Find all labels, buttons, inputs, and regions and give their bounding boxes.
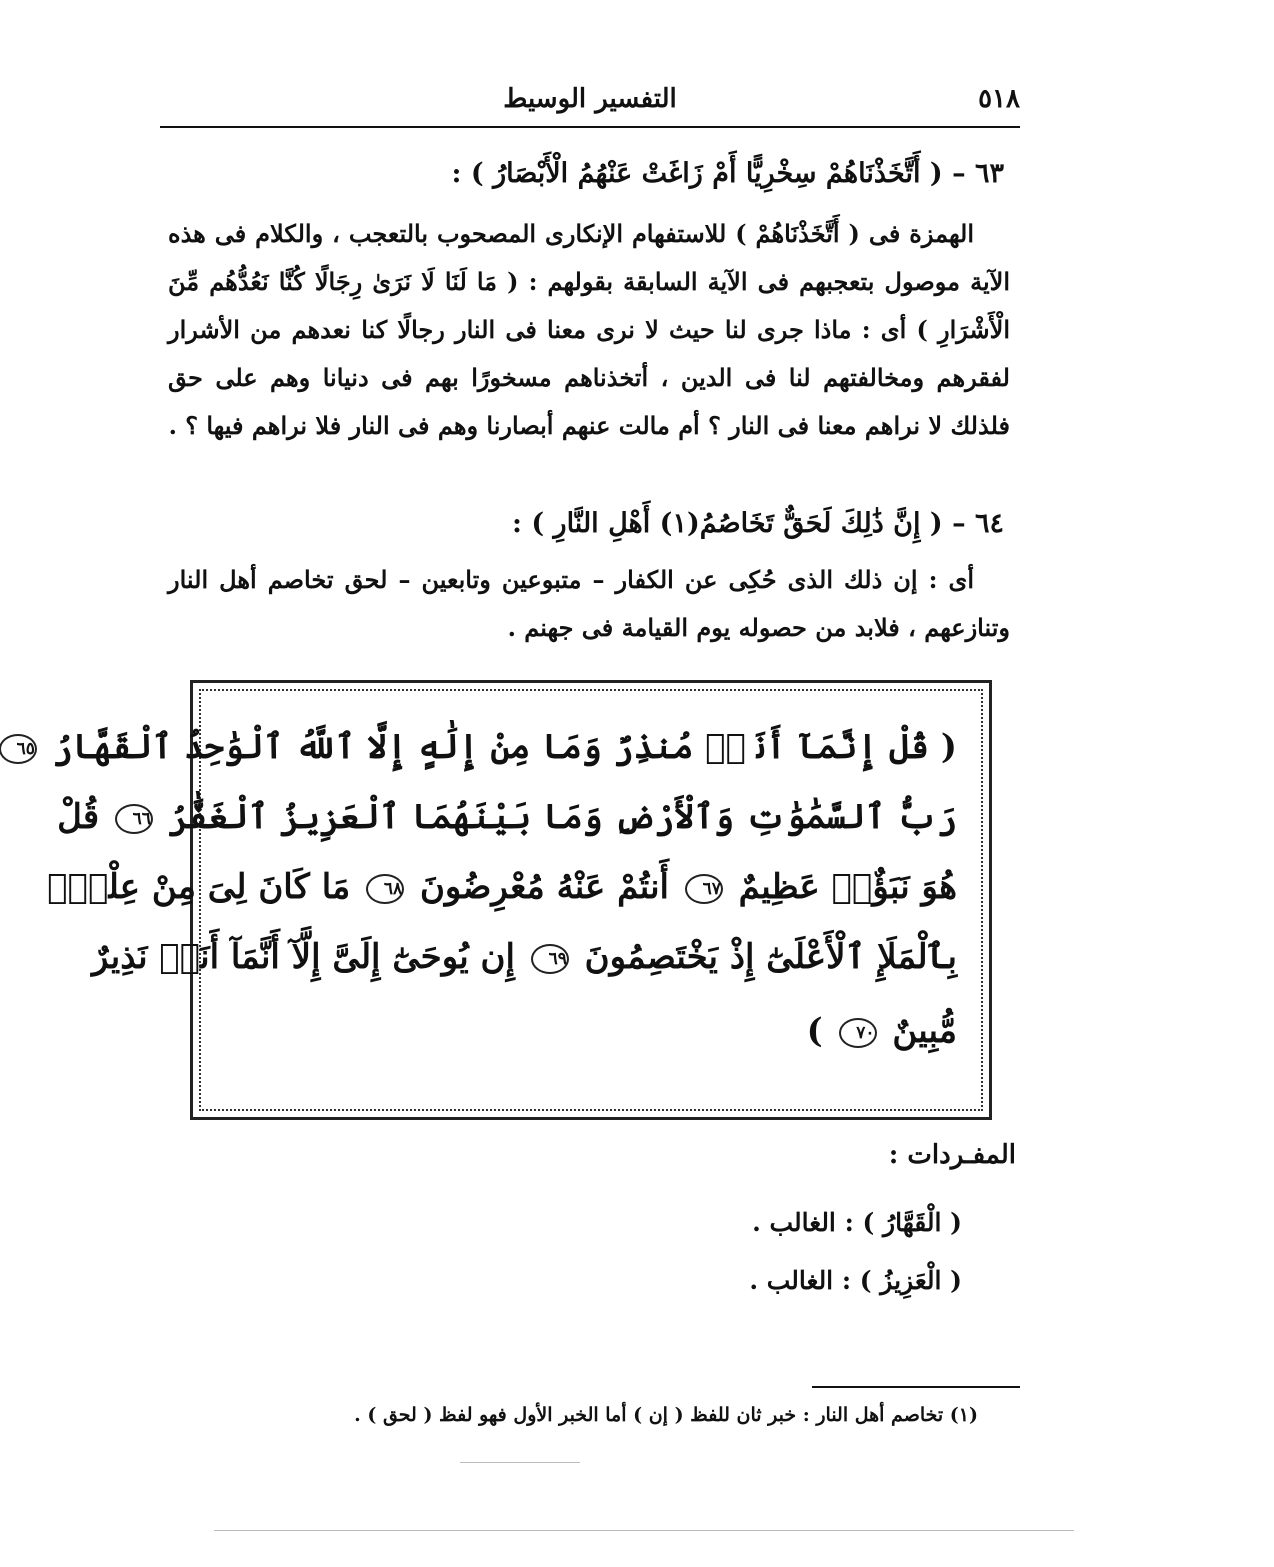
verse-64-commentary-text: أى : إن ذلك الذى حُكِى عن الكفار – متبوعين وتابعين – لحق تخاصم أهل النار وتنازعهم ، فلابد من حصوله يوم القيامة فى جهنم . (168, 565, 1010, 642)
quran-line-4-text: بِٱلْمَلَإِ ٱلْأَعْلَىٰٓ إِذْ يَخْتَصِمُونَ (584, 937, 957, 977)
ayah-number-marker: ٧٠ (839, 1018, 877, 1048)
quran-line-5 (217, 1001, 957, 1061)
ayah-number-marker: ٦٩ (531, 944, 569, 974)
quran-line-2-text: رَبُّ ٱلسَّمَٰوَٰتِ وَٱلْأَرْضِ وَمَا بَيْنَهُمَا ٱلْعَزِيزُ ٱلْغَفَّٰرُ (168, 797, 957, 837)
quran-verses-box (16, 680, 992, 1120)
quran-line-2-tail: قُلْ (57, 797, 100, 837)
page-number: ٥١٨ (978, 84, 1020, 114)
scan-artifact (214, 1530, 1074, 1531)
quran-line-5-tail: ) (806, 1011, 823, 1051)
ayah-number-marker: ٦٦ (115, 804, 153, 834)
vocabulary-item: ( الْعَزِيزُ ) : الغالب . (749, 1266, 962, 1295)
quran-line-3 (47, 857, 957, 917)
vocabulary-item: ( الْقَهَّارُ ) : الغالب . (752, 1208, 962, 1237)
quran-line-3-tail: مَا كَانَ لِىَ مِنْ عِلْمٍۭ (47, 867, 351, 907)
page-header (160, 78, 1020, 128)
quran-line-5-text: مُّبِينٌ (892, 1011, 957, 1051)
verse-64-commentary (168, 556, 1010, 652)
footnote-divider (812, 1386, 1020, 1388)
book-title: التفسير الوسيط (503, 84, 677, 114)
quran-line-3-text2: أَنتُمْ عَنْهُ مُعْرِضُونَ (419, 867, 669, 907)
footnote: (١) تخاصم أهل النار : خبر ثان للفظ ( إن ) أما الخبر الأول فهو لفظ ( لحق ) . (354, 1404, 978, 1426)
quran-line-1-text: ( قُلْ إِنَّمَآ أَنَا۠ مُنذِرٌ وَمَا مِنْ إِلَٰهٍ إِلَّا ٱللَّهُ ٱلْوَٰحِدُ ٱلْقَهَّارُ (52, 727, 957, 767)
quran-line-3-text: هُوَ نَبَؤٌا۟ عَظِيمٌ (738, 867, 957, 907)
verse-63-heading: ٦٣ – ( أَتَّخَذْنَاهُمْ سِخْرِيًّا أَمْ زَاغَتْ عَنْهُمُ الْأَبْصَارُ ) : (451, 158, 1004, 189)
verse-63-commentary-text: الهمزة فى ( أَتَّخَذْنَاهُمْ ) للاستفهام الإنكارى المصحوب بالتعجب ، والكلام فى هذه الآية موصول بتعجبهم فى الآية السابقة بقولهم : ( مَا لَنَا لَا نَرَىٰ رِجَالًا كُنَّا نَعُدُّهُم مِّنَ الْأَشْرَارِ ) أى : ماذا جرى لنا حيث لا نرى معنا فى النار رجالًا كنا نعدهم من الأشرار لفقرهم ومخالفتهم لنا فى الدين ، أتخذناهم مسخورًا بهم فى دنيانا وهم على حق فلذلك لا نراهم معنا فى النار ؟ أم مالت عنهم أبصارنا وهم فى النار فلا نراهم فيها ؟ . (168, 219, 1010, 440)
vocabulary-heading: المفـردات : (888, 1140, 1016, 1170)
quran-line-4-tail: إِن يُوحَىٰٓ إِلَىَّ إِلَّآ أَنَّمَآ أَنَا۠ نَذِيرٌ (92, 937, 515, 977)
verse-63-commentary (168, 210, 1010, 450)
quran-line-1 (16, 717, 957, 777)
ayah-number-marker: ٦٥ (0, 734, 37, 764)
ayah-number-marker: ٦٨ (366, 874, 404, 904)
ayah-number-marker: ٦٧ (685, 874, 723, 904)
verse-64-heading: ٦٤ – ( إِنَّ ذَٰلِكَ لَحَقٌّ تَخَاصُمُ(١) أَهْلِ النَّارِ ) : (511, 508, 1004, 539)
quran-line-4 (92, 927, 957, 987)
scan-artifact (460, 1462, 580, 1463)
quran-line-2 (57, 787, 957, 847)
